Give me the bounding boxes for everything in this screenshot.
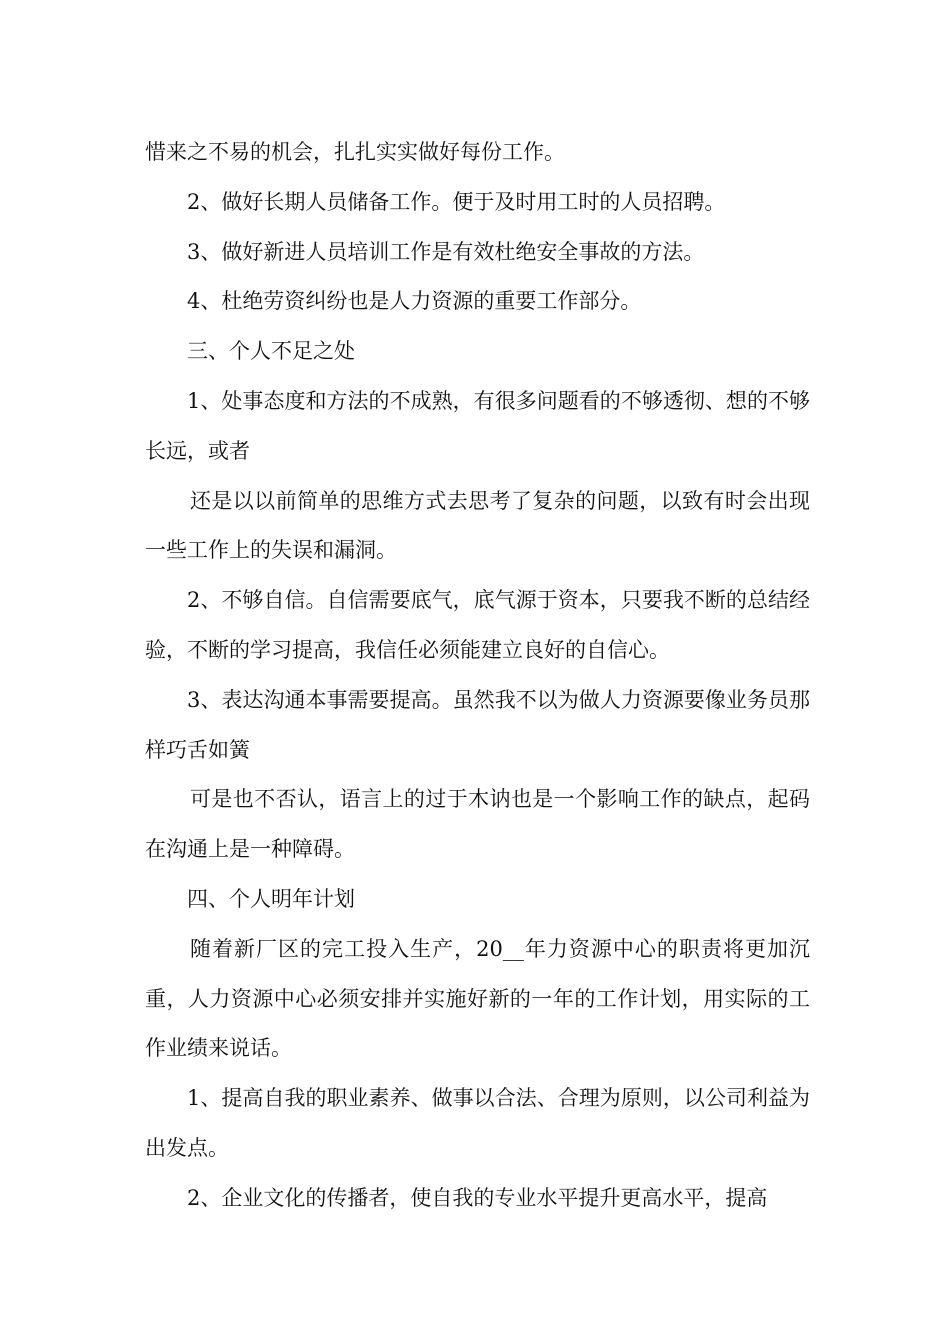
document-body bbox=[145, 128, 810, 1224]
paragraph-shortcoming-1: 1、处事态度和方法的不成熟，有很多问题看的不够透彻、想的不够长远，或者 bbox=[145, 388, 810, 463]
paragraph-item-3-training: 3、做好新进人员培训工作是有效杜绝安全事故的方法。 bbox=[187, 239, 705, 264]
paragraph-item-2-reserve: 2、做好长期人员储备工作。便于及时用工时的人员招聘。 bbox=[187, 189, 726, 214]
paragraph-plan-intro: 随着新厂区的完工投入生产，20__年力资源中心的职责将更加沉重，人力资源中心必须安排并实施好新的一年的工作计划，用实际的工作业绩来说话。 bbox=[145, 936, 810, 1061]
paragraph-shortcoming-1-continued: 还是以以前简单的思维方式去思考了复杂的问题，以致有时会出现一些工作上的失误和漏洞。 bbox=[145, 488, 810, 563]
paragraph-shortcoming-3-continued: 可是也不否认，语言上的过于木讷也是一个影响工作的缺点，起码在沟通上是一种障碍。 bbox=[145, 787, 810, 862]
paragraph-shortcoming-3: 3、表达沟通本事需要提高。虽然我不以为做人力资源要像业务员那样巧舌如簧 bbox=[145, 687, 810, 762]
paragraph-plan-1: 1、提高自我的职业素养、做事以合法、合理为原则，以公司利益为出发点。 bbox=[145, 1086, 810, 1160]
section-heading-shortcomings: 三、个人不足之处 bbox=[187, 339, 355, 364]
paragraph-shortcoming-2: 2、不够自信。自信需要底气，底气源于资本，只要我不断的总结经验，不断的学习提高，我信任必须能建立良好的自信心。 bbox=[145, 588, 810, 662]
paragraph-plan-2: 2、企业文化的传播者，使自我的专业水平提升更高水平，提高 bbox=[187, 1185, 768, 1210]
paragraph-item-4-labor-disputes: 4、杜绝劳资纠纷也是人力资源的重要工作部分。 bbox=[187, 289, 642, 314]
paragraph-continuation: 惜来之不易的机会，扎扎实实做好每份工作。 bbox=[145, 140, 565, 164]
section-heading-next-year-plan: 四、个人明年计划 bbox=[187, 886, 355, 911]
